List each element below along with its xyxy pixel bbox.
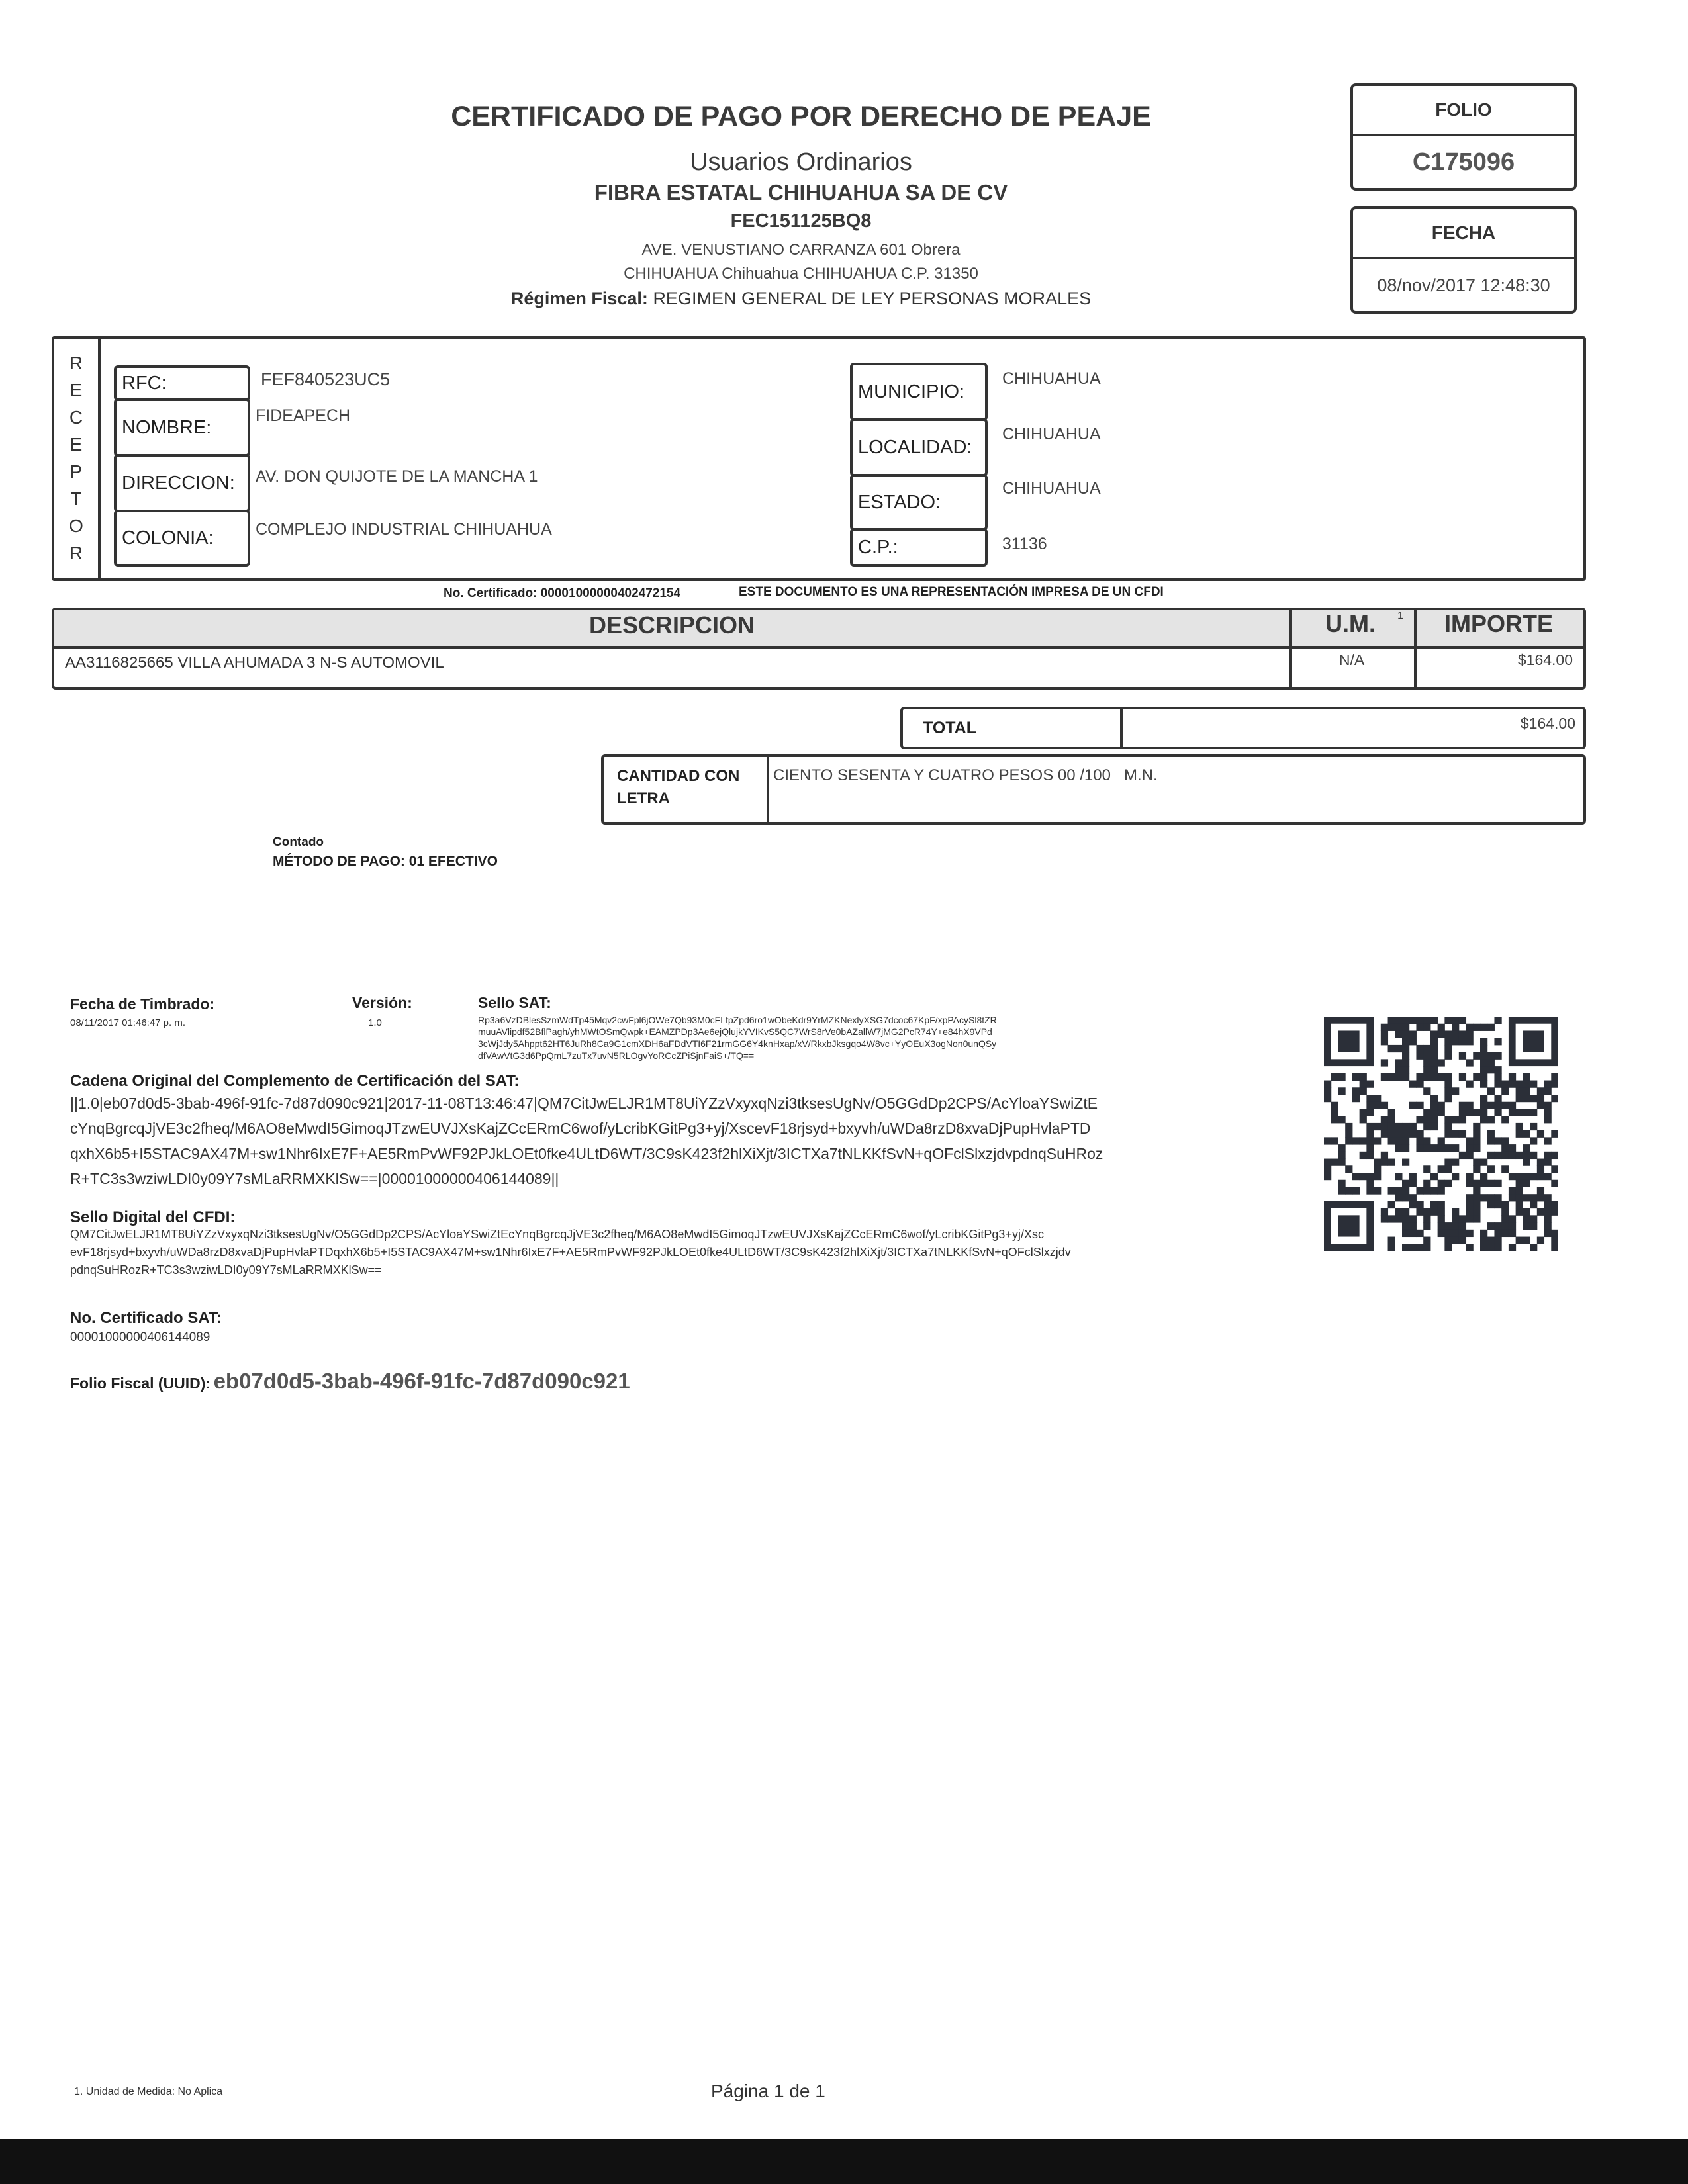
- header-importe: IMPORTE: [1444, 610, 1553, 637]
- version-value: 1.0: [368, 1017, 382, 1028]
- regimen-value: REGIMEN GENERAL DE LEY PERSONAS MORALES: [653, 289, 1092, 308]
- sello-sat-line: muuAVlipdf52BflPagh/yhMWtOSmQwpk+EAMZPDp3Ae6ejQlujkYVIKvS5QC7WrS8rVe0bAZallW7jMG2PcR74Y+e84hX9VPd: [478, 1026, 992, 1037]
- total-label: TOTAL: [923, 719, 977, 737]
- sello-cfdi-label: Sello Digital del CFDI:: [70, 1208, 236, 1226]
- no-certificado: No. Certificado: 00001000000402472154: [444, 586, 681, 600]
- sello-cfdi-line: QM7CitJwELJR1MT8UiYZzVxyxqNzi3tksesUgNv/O5GGdDp2CPS/AcYloaYSwiZtEcYnqBgrcqJjVE3c2fheq/M6AO8eMwdI5GimoqJTzwEUVJXsKajZCcERmC6wof/yLcribKGitPg3+yj/Xsc: [70, 1228, 1044, 1241]
- cp-label: C.P.:: [850, 528, 988, 567]
- table-row: [54, 649, 1583, 686]
- side-letter: R: [69, 543, 83, 563]
- cantidad-letra-value: CIENTO SESENTA Y CUATRO PESOS 00 /100 M.N.: [773, 766, 1158, 784]
- sello-sat-value: [478, 1014, 1140, 1062]
- estado-label: ESTADO:: [850, 474, 988, 531]
- cadena-original-value: [70, 1091, 1275, 1191]
- document-title: CERTIFICADO DE PAGO POR DERECHO DE PEAJE: [451, 101, 1151, 132]
- colonia-value: COMPLEJO INDUSTRIAL CHIHUAHUA: [256, 520, 552, 539]
- issuer-address-line2: CHIHUAHUA Chihuahua CHIHUAHUA C.P. 31350: [624, 265, 978, 283]
- fecha-timbrado-label: Fecha de Timbrado:: [70, 995, 215, 1013]
- sello-sat-line: 3cWjJdy5Ahppt62HT6JuRh8Ca9G1cmXDH6aFDdVTI6F21rmGG6Y4knHxap/xV/RkxbJksgqo4W8vc+YyOEuX3ogNon0unQSy: [478, 1038, 997, 1049]
- header-um-footnote: 1: [1397, 610, 1403, 621]
- uuid-label: Folio Fiscal (UUID):: [70, 1375, 211, 1392]
- cp-value: 31136: [1002, 535, 1047, 553]
- fecha-timbrado-value: 08/11/2017 01:46:47 p. m.: [70, 1017, 186, 1028]
- document-subtitle: Usuarios Ordinarios: [690, 148, 912, 176]
- metodo-pago: MÉTODO DE PAGO: 01 EFECTIVO: [273, 854, 498, 869]
- side-letter: R: [69, 353, 83, 373]
- side-letter: O: [69, 516, 83, 536]
- side-letter: C: [69, 407, 83, 428]
- footer-note: 1. Unidad de Medida: No Aplica: [74, 2086, 223, 2097]
- issuer-rfc: FEC151125BQ8: [730, 210, 872, 232]
- row-um: N/A: [1338, 651, 1365, 668]
- sello-cfdi-line: evF18rjsyd+bxyvh/uWDa8rzD8xvaDjPupHvlaPTDqxhX6b5+I5STAC9AX47M+sw1Nhr6IxE7F+AE5RmPvWF92PJkLOEt0fke4ULtD6WT/3C9sK423f2hlXiXjt/3ICTXa7tNLKKfSvN+qOFclSlxzjdv: [70, 1246, 1071, 1259]
- issuer-regimen: [371, 289, 1231, 309]
- side-letter: E: [70, 380, 83, 400]
- nombre-label: NOMBRE:: [114, 398, 250, 457]
- cantidad-letra-label: CANTIDAD CON LETRA: [617, 767, 740, 807]
- row-descripcion: AA3116825665 VILLA AHUMADA 3 N-S AUTOMOVIL: [65, 654, 444, 672]
- header-descripcion: DESCRIPCION: [588, 612, 755, 639]
- receptor-side-label: [54, 339, 101, 578]
- sello-cfdi-line: pdnqSuHRozR+TC3s3wziwLDI0y09Y7sMLaRRMXKlSw==: [70, 1263, 382, 1277]
- sello-sat-line: dfVAwVtG3d6PpQmL7zuTx7uvN5RLOgvYoRCcZPiSjnFaiS+/TQ==: [478, 1050, 755, 1061]
- fecha-label: FECHA: [1353, 209, 1574, 259]
- total-value: $164.00: [1520, 715, 1575, 732]
- direccion-label: DIRECCION:: [114, 454, 250, 512]
- side-letter: T: [70, 488, 82, 509]
- header-um: [1289, 610, 1411, 638]
- sello-cfdi-value: [70, 1226, 1328, 1279]
- fecha-value: 08/nov/2017 12:48:30: [1377, 275, 1550, 295]
- total-divider: [1120, 709, 1123, 747]
- issuer-name: FIBRA ESTATAL CHIHUAHUA SA DE CV: [594, 180, 1008, 205]
- sello-sat-label: Sello SAT:: [478, 994, 551, 1011]
- rfc-value: FEF840523UC5: [261, 369, 391, 389]
- direccion-value: AV. DON QUIJOTE DE LA MANCHA 1: [256, 467, 538, 486]
- folio-box: [1350, 83, 1577, 191]
- page-number: Página 1 de 1: [711, 2081, 825, 2101]
- cadena-line: cYnqBgrcqJjVE3c2fheq/M6AO8eMwdI5GimoqJTzwEUVJXsKajZCcERmC6wof/yLcribKGitPg3+yj/XscevF18rjsyd+bxyvh/uWDa8rzD8xvaDjPupHvlaPTD: [70, 1120, 1091, 1137]
- scan-border-bar: [0, 2139, 1688, 2184]
- cadena-line: qxhX6b5+I5STAC9AX47M+sw1Nhr6IxE7F+AE5RmPvWF92PJkLOEt0fke4ULtD6WT/3C9sK423f2hlXiXjt/3ICTXa7tNLKKfSvN+qOFclSlxzjdvpdnqSuHRoz: [70, 1145, 1103, 1162]
- qr-code-graphic: [1324, 1017, 1558, 1251]
- letra-divider: [767, 757, 769, 822]
- localidad-value: CHIHUAHUA: [1002, 425, 1101, 443]
- estado-value: CHIHUAHUA: [1002, 479, 1101, 498]
- sello-sat-line: Rp3a6VzDBlesSzmWdTp45Mqv2cwFpl6jOWe7Qb93M0cFLfpZpd6ro1wObeKdr9YrMZKNexlyXSG7dcoc67KpF/xpPAcySl8tZR: [478, 1015, 997, 1025]
- issuer-address-line1: AVE. VENUSTIANO CARRANZA 601 Obrera: [641, 241, 961, 259]
- header-um-label: U.M.: [1325, 610, 1376, 637]
- regimen-label: Régimen Fiscal:: [510, 289, 648, 308]
- contado-text: Contado: [273, 835, 324, 849]
- localidad-label: LOCALIDAD:: [850, 418, 988, 477]
- municipio-label: MUNICIPIO:: [850, 363, 988, 421]
- folio-label: FOLIO: [1353, 86, 1574, 136]
- version-label: Versión:: [352, 994, 412, 1011]
- colonia-label: COLONIA:: [114, 510, 250, 567]
- fecha-box: [1350, 206, 1577, 314]
- nombre-value: FIDEAPECH: [256, 406, 351, 425]
- cadena-line: R+TC3s3wziwLDI0y09Y7sMLaRRMXKlSw==|00001000000406144089||: [70, 1170, 559, 1187]
- row-importe: $164.00: [1517, 651, 1573, 668]
- qr-code: [1324, 1017, 1558, 1251]
- cfdi-notice: ESTE DOCUMENTO ES UNA REPRESENTACIÓN IMPRESA DE UN CFDI: [739, 585, 1164, 599]
- cadena-original-label: Cadena Original del Complemento de Certificación del SAT:: [70, 1072, 520, 1090]
- rfc-label: RFC:: [114, 365, 250, 401]
- side-letter: E: [70, 434, 83, 455]
- no-cert-sat-label: No. Certificado SAT:: [70, 1309, 222, 1327]
- folio-value: C175096: [1412, 148, 1515, 176]
- no-cert-sat-value: 00001000000406144089: [70, 1330, 211, 1344]
- uuid-line: [70, 1369, 630, 1394]
- municipio-value: CHIHUAHUA: [1002, 369, 1101, 388]
- side-letter: P: [70, 461, 83, 482]
- uuid-value: eb07d0d5-3bab-496f-91fc-7d87d090c921: [213, 1369, 630, 1393]
- cadena-line: ||1.0|eb07d0d5-3bab-496f-91fc-7d87d090c921|2017-11-08T13:46:47|QM7CitJwELJR1MT8UiYZzVxyxqNzi3tksesUgNv/O5GGdDp2CPS/AcYloaYSwiZtE: [70, 1095, 1098, 1112]
